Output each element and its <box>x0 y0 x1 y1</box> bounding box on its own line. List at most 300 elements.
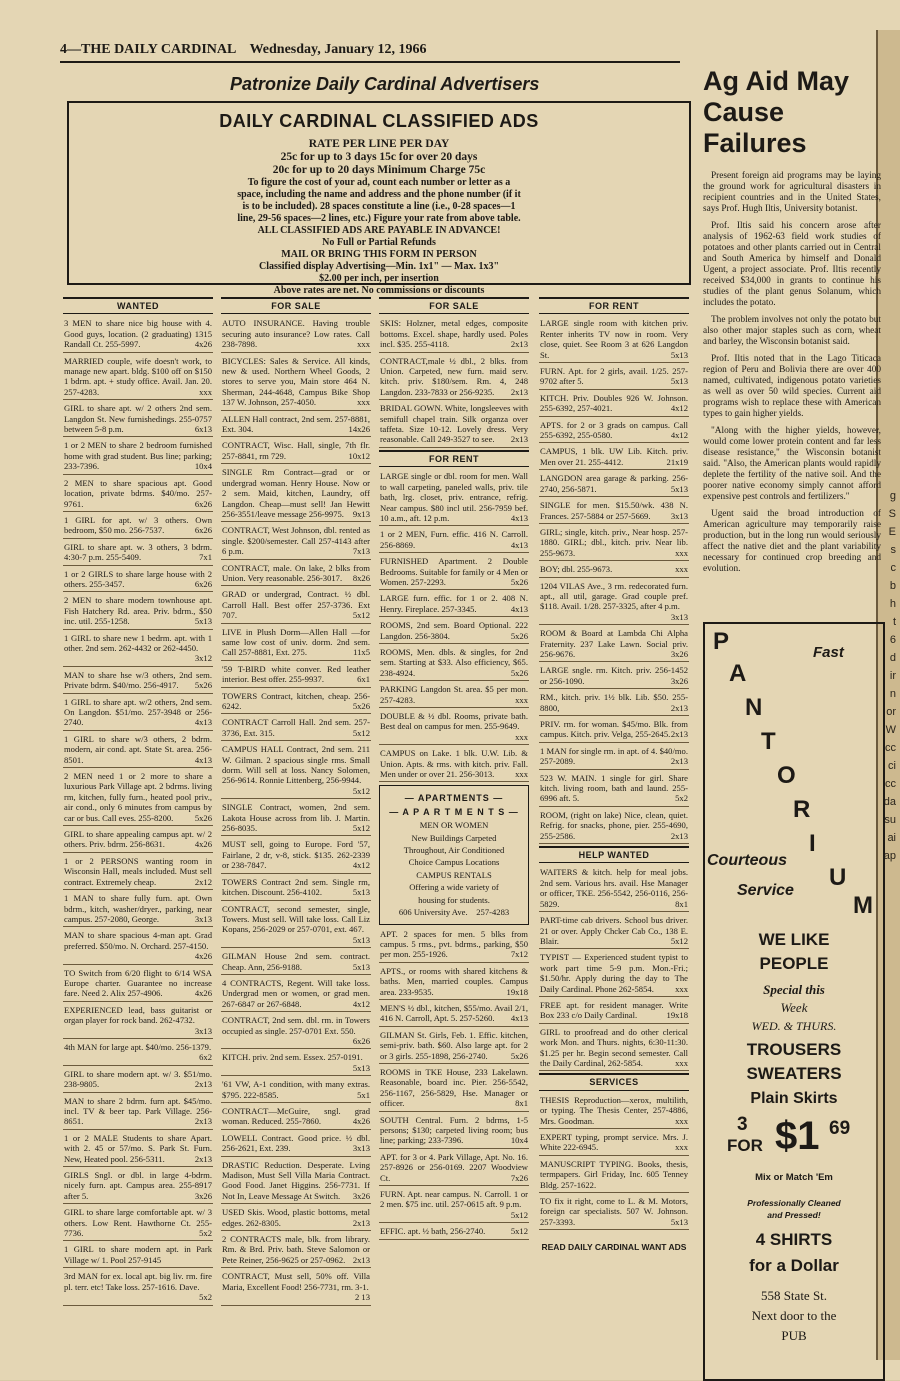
ad-code: xxx <box>515 731 528 742</box>
ad-text: 3 MEN to share nice big house with 4. Good guys, location. (2 graduating) 1315 Randall Ct. 255-5997. <box>64 318 212 350</box>
apt-box-address: 606 University Ave. <box>398 907 468 918</box>
classified-ad <box>379 402 529 448</box>
ad-text: GILMAN House 2nd sem. contract. Cheap. Ann, 256-9188. <box>222 951 370 972</box>
ad-code: xxx <box>357 397 370 408</box>
ad-code: 4x12 <box>352 998 370 1009</box>
pantorium-letter: T <box>761 728 776 755</box>
ad-code: 5x26 <box>510 667 528 678</box>
ad-text: 1204 VILAS Ave., 3 rm. redecorated furn. apt., all util, garage. Grad couple pref. $118. Avail. 1/28. 257-3325, after 4 p.m. <box>540 580 688 612</box>
ad-code: 10x12 <box>348 450 370 461</box>
ad-text: 1 or 2 GIRLS to share large house with 2 others. 255-3457. <box>64 568 212 589</box>
classified-ad <box>221 716 371 741</box>
classified-ad <box>539 365 689 390</box>
ad-code: 4x13 <box>510 1013 528 1024</box>
ad-text: APT. 2 spaces for men. 5 blks from campus. 5 rms., pvt. bdrms., parking, $50 per mon. 255-1926. <box>380 928 528 960</box>
gutter-fragment: g <box>889 490 896 502</box>
section-heading-for-rent-2: FOR RENT <box>539 297 689 314</box>
classified-ad <box>221 1051 371 1076</box>
classified-ad <box>539 745 689 770</box>
classified-ad <box>539 580 689 626</box>
ad-code: 5x2 <box>199 1228 212 1239</box>
for-sale-ads <box>221 317 371 1305</box>
page-header <box>60 42 680 63</box>
classified-ad <box>221 876 371 901</box>
ad-text: 2 MEN need 1 or 2 more to share a luxurious Park Village apt. 2 bdrms. living rm, kitchen, fully furn., heated pool priv., air cond., only 6 minutes from campus by car or bus. Call eves. 255-8200. <box>64 771 212 823</box>
ad-text: LOWELL Contract. Good price. ½ dbl. 256-2621, Ext. 239. <box>222 1132 370 1154</box>
classified-ad <box>539 1131 689 1156</box>
classified-ad <box>63 1169 213 1204</box>
classified-ad <box>379 928 529 963</box>
rates-line: 20c for up to 20 days Minimum Charge 75c <box>272 164 486 176</box>
ad-code: xxx <box>675 547 688 558</box>
gutter-fragment: s <box>890 544 896 556</box>
gutter-fragment: t <box>892 616 896 628</box>
classified-ad <box>539 445 689 470</box>
gutter-fragment: da <box>883 796 896 808</box>
gutter-fragment: S <box>888 508 896 520</box>
classified-ad <box>221 801 371 836</box>
ad-text: GIRL to share appealing campus apt. w/ 2 others. Priv. bdrm. 256-8631. <box>64 829 212 850</box>
ad-code: 3x13 <box>670 611 688 622</box>
ad-text: TYPIST — Experienced student typist to work part time 5-9 p.m. Mon.-Fri.; $1.50/hr. Apply during the day to The Daily Cardinal. Phone 262-5854. <box>540 952 688 994</box>
classified-ad <box>379 317 529 352</box>
classified-ad <box>63 892 213 927</box>
ad-code: xxx <box>675 564 688 575</box>
apt-box-title: — APARTMENTS — <box>404 793 504 804</box>
classified-ad <box>63 355 213 401</box>
ad-text: 4 CONTRACTS, Regent. Will take loss. Undergrad men or women, or grad men. 267-6847 or 267-6848. <box>222 977 370 1009</box>
pantorium-trousers: TROUSERS <box>746 1040 842 1059</box>
ad-text: '61 VW, A-1 condition, with many extras. $795. 222-8585. <box>222 1079 370 1100</box>
classified-ad <box>379 619 529 644</box>
ad-code: 3x13 <box>352 1143 370 1154</box>
classified-ad <box>63 317 213 352</box>
ad-code: 5x13 <box>670 1216 688 1227</box>
ad-text: FREE apt. for resident manager. Write Box 233 c/o Daily Cardinal. <box>540 999 688 1021</box>
ad-text: MAN to share hse w/3 others, 2nd sem. Private bdrm. $40/mo. 256-4917. <box>64 669 212 691</box>
ad-code: 14x26 <box>348 424 370 435</box>
ad-text: CONTRACT, 2nd sem. dbl. rm. in Towers occupied as single. 257-0701 Ext. 550. <box>222 1015 370 1036</box>
pantorium-people: PEOPLE <box>759 954 829 973</box>
ad-text: USED Skis. Wood, plastic bottoms, metal edges. 262-8305. <box>222 1207 370 1228</box>
classified-ad <box>221 439 371 464</box>
ad-code: 3x12 <box>194 653 212 664</box>
section-heading-for-sale: FOR SALE <box>221 297 371 314</box>
ad-text: 3rd MAN for ex. local apt. big liv. rm. fire pl. terr. etc! Take loss. 257-1616. Dave. <box>64 1271 212 1292</box>
ad-code: 6x26 <box>352 1035 370 1046</box>
classified-ad <box>379 592 529 617</box>
classified-ad <box>539 563 689 577</box>
pantorium-letter: U <box>829 864 847 891</box>
pantorium-prof: Professionally Cleaned <box>747 1198 841 1208</box>
classified-ad <box>221 1206 371 1231</box>
rates-line: is to be included). 28 spaces constitute a line (i.e., 0-28 spaces—1 <box>242 201 516 212</box>
section-heading-for-sale-2: FOR SALE <box>379 297 529 314</box>
pantorium-pressed: and Pressed! <box>767 1210 821 1220</box>
classified-ad <box>539 951 689 997</box>
column-wanted <box>63 297 213 1308</box>
ad-text: SINGLE Rm Contract—grad or or undergrad woman. Henry House. Now or 2 sem. Maid, kitchen, Laundry, off Langdon. Cheap—must sell! Jan Hewitt 256-3551/leave message 256-9975. <box>222 467 370 519</box>
ad-code: 5x26 <box>510 1050 528 1061</box>
ad-code: 5x2 <box>199 1292 212 1303</box>
classified-ad <box>539 772 689 807</box>
ad-text: KITCH. Priv. Doubles 926 W. Johnson. 255-6392, 257-4021. <box>540 392 688 414</box>
ad-code: 3x26 <box>670 648 688 659</box>
ad-code: 6x26 <box>194 578 212 589</box>
ad-text: CONTRACT, male. On lake, 2 blks from Union. Very reasonable. 256-3017. <box>222 562 370 583</box>
classified-ad <box>379 528 529 553</box>
pantorium-sweaters: SWEATERS <box>746 1064 842 1083</box>
ad-text: MAN to share spacious 4-man apt. Grad preferred. $50/mo. N. Orchard. 257-4150. <box>64 930 212 951</box>
rates-line: No Full or Partial Refunds <box>322 237 436 248</box>
ad-code: 8x1 <box>515 1098 528 1109</box>
ad-code: 4x13 <box>194 754 212 765</box>
gutter-fragment: d <box>889 652 896 664</box>
ad-code: 2x13 <box>670 729 688 740</box>
ad-text: CONTRACT, Wisc. Hall, single, 7th flr. 257-8841, rm 729. <box>222 440 370 461</box>
apt-box-line: housing for students. <box>418 894 490 905</box>
ad-code: 6x26 <box>194 525 212 536</box>
pantorium-letter: O <box>777 762 796 789</box>
classified-rates-box <box>67 101 691 296</box>
rates-title: DAILY CARDINAL CLASSIFIED ADS <box>219 111 539 131</box>
classified-ad <box>221 317 371 352</box>
apartments-display-ad <box>379 785 529 924</box>
rates-line: 25c for up to 3 days 15c for over 20 days <box>280 151 478 163</box>
classified-ad <box>63 1068 213 1093</box>
classified-ad <box>539 718 689 743</box>
ad-text: MUST sell, going to Europe. Ford '57, Fairlane, 2 dr, v-8, stick. $135. 262-2339 or 238-7847. <box>222 839 370 871</box>
gutter-fragment: E <box>888 526 896 538</box>
ad-text: GRAD or undergrad, Contract. ½ dbl. Carroll Hall. Best offer 257-3736. Ext 707. <box>222 589 370 621</box>
ad-code: xxx <box>675 1115 688 1126</box>
classified-ad <box>539 809 689 844</box>
pantorium-days: WED. & THURS. <box>751 1019 837 1033</box>
rates-line: ALL CLASSIFIED ADS ARE PAYABLE IN ADVANCE! <box>257 225 501 236</box>
ad-text: 2 CONTRACTS male, blk. from library. Rm. & Brd. Priv. bath. Steve Salomon or Pete Reiner, 256-9625 or 257-0962. <box>222 1234 370 1265</box>
classified-ad <box>539 419 689 444</box>
classified-ad <box>221 1078 371 1103</box>
read-want-ads: READ DAILY CARDINAL WANT ADS <box>541 1242 687 1253</box>
classified-ad <box>379 555 529 590</box>
ad-code: 4x12 <box>352 860 370 871</box>
ad-code: 3x13 <box>194 1025 212 1036</box>
gutter-fragment: W <box>885 724 896 736</box>
ad-code: 4x26 <box>194 339 212 350</box>
ad-code: 3x13 <box>670 510 688 521</box>
ad-code: xxx <box>515 769 528 780</box>
ad-text: GIRL to share modern apt. w/ 3. $51/mo. 238-9805. <box>64 1068 212 1090</box>
classified-ad <box>221 977 371 1012</box>
ad-code: 5x12 <box>510 1209 528 1220</box>
ad-code: 4x26 <box>352 1116 370 1127</box>
column-for-rent <box>539 297 689 1253</box>
rates-line: Above rates are net. No commissions or discounts <box>273 285 485 296</box>
ad-text: AUTO INSURANCE. Having trouble securing auto insurance? Low rates. Call 238-7898. <box>222 318 370 350</box>
rates-line: RATE PER LINE PER DAY <box>308 138 450 150</box>
classified-ad <box>221 524 371 559</box>
ad-code: 2x13 <box>194 1116 212 1127</box>
pantorium-letter: R <box>793 796 811 823</box>
for-rent-ads <box>379 470 529 782</box>
gutter-fragment: su <box>884 814 896 826</box>
ad-code: 5x2 <box>675 793 688 804</box>
ad-text: 1 MAN for single rm. in apt. of 4. $40/mo. 257-2089. <box>540 745 688 767</box>
classified-ad <box>539 1195 689 1230</box>
ad-text: CONTRACT, Must sell, 50% off. Villa Maria, Excellent Food! 256-7731, rm. 3-1. <box>222 1271 370 1292</box>
classified-ad <box>379 355 529 401</box>
classified-ad <box>63 929 213 964</box>
ad-code: 4x26 <box>194 951 212 962</box>
ad-text: FURN. Apt. for 2 girls, avail. 1/25. 257-9702 after 5. <box>540 366 688 387</box>
ad-code: 4x12 <box>670 430 688 441</box>
ad-text: CONTRACT Carroll Hall. 2nd sem. 257-3736, Ext. 315. <box>222 717 370 738</box>
ad-text: MANUSCRIPT TYPING. Books, thesis, termpapers. Girl Friday, Inc. 605 Tenney Bldg. 257-1622. <box>540 1158 688 1190</box>
pantorium-cents: 69 <box>829 1118 851 1139</box>
ad-code: 2x13 <box>352 1254 370 1265</box>
gutter-fragment: b <box>889 580 896 592</box>
ad-code: 2x12 <box>194 876 212 887</box>
ad-text: 1 or 2 MALE Students to share Apart. with 2. 45 or 57/mo. S. Park St. Furn. New, Heated pool. 256-5311. <box>64 1132 212 1164</box>
ad-text: MARRIED couple, wife doesn't work, to manage new apart. bldg. $100 off on $150 1 bdrm. apt. + study office. Avail. Jan. 20. 257-4283. <box>64 355 212 397</box>
pantorium-week: Week <box>780 1000 808 1015</box>
classified-ad <box>379 1066 529 1112</box>
ad-text: LIVE in Plush Dorm—Allen Hall —for same low cost of univ. dorm. 2nd sem. Call 257-8881, Ext. 275. <box>222 626 370 658</box>
ad-code: 5x26 <box>352 701 370 711</box>
classified-ad <box>539 627 689 662</box>
ad-code: xxx <box>515 694 528 705</box>
ad-text: 1 GIRL to share modern apt. in Park Village w/ 1. Pool 257-9145 <box>64 1244 212 1265</box>
ad-code: 6x1 <box>357 674 370 685</box>
ad-text: BRIDAL GOWN. White, longsleeves with semifull chapel train. Silk organza over taffeta. Size 10-12. Lovely dress. Very reasonable. Call 249-3527 to see. <box>380 403 528 445</box>
classified-ad <box>63 669 213 694</box>
pantorium-mix: Mix or Match 'Em <box>755 1172 833 1183</box>
classified-ad <box>539 664 689 689</box>
gutter-fragment: ci <box>888 760 896 772</box>
apt-box-line: Choice Campus Locations <box>408 857 500 868</box>
ad-text: FURNISHED Apartment. 2 Double Bedrooms. Suitable for family or 4 Men or Women. 257-2293. <box>380 556 528 587</box>
classified-ad <box>221 1105 371 1130</box>
ad-text: SOUTH Central. Furn. 2 bdrms, 1-5 persons; $130; carpeted living room; bus line; parking; 233-7396. <box>380 1114 528 1146</box>
for-rent-ads-3 <box>539 317 689 844</box>
ad-text: BICYCLES: Sales & Service. All kinds, new & used. Northern Wheel Goods, 2 stores to serve you, Main store 464 N. Sherman, 244-4648, Campus Bike Shop 137 W. Johnson, 257-4050. <box>222 355 370 408</box>
ad-code: 5x12 <box>352 610 370 621</box>
classified-ad <box>539 526 689 561</box>
ad-text: PART-time cab drivers. School bus driver. 21 or over. Apply Chcker Cab Co., 138 E. Blair. <box>540 915 688 946</box>
ad-text: LARGE sngle. rm. Kitch. priv. 256-1452 or 256-1090. <box>540 665 688 686</box>
article-paragraph: The problem involves not only the potato but also other major staples such as corn, wheat and barley, the Wisconsin botanist said. <box>703 315 881 347</box>
ad-text: 1 GIRL to share new 1 bedrm. apt. with 1 other. 2nd sem. 262-4432 or 262-4450. <box>64 632 212 653</box>
gutter-fragment: cc <box>885 742 896 754</box>
classified-ad <box>63 402 213 437</box>
classified-ad <box>63 1041 213 1066</box>
ad-code: 4x13 <box>510 539 528 550</box>
classified-ad <box>221 466 371 522</box>
ad-text: GIRL to share apt. w/ 2 others 2nd sem. Langdon St. New furnishedings. 255-0757 between 5-8 p.m. <box>64 403 212 435</box>
ad-code: 3x13 <box>194 913 212 924</box>
classified-ad <box>221 663 371 688</box>
pantorium-next: Next door to the <box>751 1308 837 1323</box>
classified-ad <box>63 594 213 629</box>
ad-text: 523 W. MAIN. 1 single for girl. Share kitch. living room, bath and laund. 255-6996 aft. 5. <box>540 772 688 804</box>
ad-code: 8x26 <box>352 572 370 583</box>
apt-box-sub: — A P A R T M E N T S — <box>389 806 519 817</box>
classified-ad <box>221 355 371 411</box>
ad-text: 4th MAN for large apt. $40/mo. 256-1379. <box>64 1041 212 1052</box>
ad-code: 5x26 <box>194 812 212 823</box>
classified-ad <box>63 541 213 566</box>
pantorium-we-like: WE LIKE <box>758 930 830 949</box>
article-paragraph: "Along with the higher yields, however, would come lower protein content and far less disease resistance," the Wisconsin botanist said. "Also, the American plants would rapidly deplete the fertility of the native soil. And the poorer native economy simply cannot afford expensive pest controls and fertilizers." <box>703 426 881 502</box>
help-wanted-ads <box>539 866 689 1071</box>
ad-text: CAMPUS on Lake. 1 blk. U.W. Lib. & Union. Apts. & rms. with kitch. priv. Fall. Men under or over 21. 256-3013. <box>380 748 528 780</box>
pantorium-letter: A <box>729 660 747 687</box>
ad-code: 2x13 <box>510 339 528 350</box>
classified-ad <box>63 1206 213 1241</box>
rates-lines <box>69 138 689 297</box>
ad-text: APTS., or rooms with shared kitchens & baths. Men, married couples. Campus area. 233-9535. <box>380 965 528 997</box>
classified-ad <box>539 1158 689 1193</box>
pantorium-letter: P <box>713 628 730 655</box>
article-paragraph: Prof. Iltis said his concern arose after analysis of 1962-63 field work studies of potatoes and other plants carried out in Central and South America by himself and Donald Ugent, a project associate. Prof. Iltis recently received $34,000 in grants to continue his studies of the plant genus Solanum, which includes the potato. <box>703 221 881 308</box>
ad-code: 5x12 <box>510 1226 528 1237</box>
apt-box-contact <box>384 907 524 917</box>
services-ads <box>539 1094 689 1230</box>
ad-code: 5x12 <box>352 727 370 738</box>
ad-code: 5x26 <box>194 680 212 691</box>
pantorium-ad <box>703 622 885 1381</box>
classified-ad <box>63 1004 213 1039</box>
article-paragraph: Ugent said the broad introduction of American agriculture may temporarily raise production, but in the long run would seriously affect the native diet and the plant variability necessary for continued crop breeding and evolution. <box>703 509 881 574</box>
ad-text: CONTRACT—McGuire, sngl. grad woman. Reduced. 255-7860. <box>222 1106 370 1127</box>
rates-line: space, including the name and address and the phone number (if it <box>237 189 521 200</box>
ad-text: SKIS: Holzner, metal edges, composite bottoms. Excel. shape, hardly used. Poles incl. $35. 255-4118. <box>380 318 528 350</box>
ad-code: 8x1 <box>675 898 688 909</box>
classified-ad <box>539 472 689 497</box>
ad-text: 1 or 2 MEN, Furn. effic. 416 N. Carroll. 256-8869. <box>380 529 528 550</box>
ad-code: 6x26 <box>194 498 212 509</box>
classified-ad <box>63 1095 213 1130</box>
ad-code: 5x26 <box>510 630 528 641</box>
ad-code: 2x13 <box>670 830 688 841</box>
classified-ad <box>539 1094 689 1129</box>
rates-line: Classified display Advertising—Min. 1x1" — Max. 1x3" <box>258 261 499 272</box>
ad-code: 10x4 <box>194 461 212 472</box>
classified-ad <box>221 1233 371 1268</box>
ad-text: '59 T-BIRD white conver. Red leather interior. Best offer. 255-9937. <box>222 663 370 685</box>
ad-code: 3x26 <box>194 1190 212 1201</box>
page-masthead: 4—THE DAILY CARDINAL <box>60 42 237 57</box>
classified-ad <box>539 914 689 949</box>
classified-ad <box>539 691 689 716</box>
ad-code: 4x13 <box>510 512 528 523</box>
ad-code: 5x26 <box>510 576 528 587</box>
classified-ad <box>221 1014 371 1049</box>
ad-text: ROOM, (right on lake) Nice, clean, quiet. Refrig. for snacks, phone, pier. 255-4690, 255-2586. <box>540 809 688 841</box>
pantorium-skirts: Plain Skirts <box>750 1090 838 1107</box>
classified-ad <box>379 683 529 708</box>
ad-text: ROOMS in TKE House, 233 Lakelawn. Reasonable, board inc. Pier. 256-5542, 256-1167, 256-5829, Hse. Manager or officer. <box>380 1066 528 1109</box>
for-rent-ads-2 <box>379 928 529 1240</box>
classified-ad <box>221 743 371 799</box>
ad-text: WAITERS & kitch. help for meal jobs. 2nd sem. Various hrs. avail. Hse Manager or officer, TKE. 256-5542, 256-0116, 256-5829. <box>540 867 688 909</box>
ad-code: 9x13 <box>352 508 370 519</box>
ad-text: 1 or 2 MEN to share 2 bedroom furnished home with grad student. Bus line; parking; 233-7396. <box>64 440 212 472</box>
classified-ad <box>221 903 371 949</box>
ad-text: THESIS Reproduction—xerox, multilith, or typing. The Thesis Center, 257-4886, Mrs. Goodman. <box>540 1094 688 1126</box>
gutter-fragment: ai <box>887 832 896 844</box>
apt-box-line: Throughout, Air Conditioned <box>403 845 505 856</box>
apt-box-phone: 257-4283 <box>476 907 510 918</box>
classified-ad <box>539 392 689 417</box>
ad-code: xxx <box>675 1142 688 1153</box>
ad-text: GIRLS Sngl. or dbl. in large 4-bdrm. nicely furn. apt. Campus area. 255-8917 after 5. <box>64 1170 212 1201</box>
ad-code: 5x12 <box>352 785 370 796</box>
ad-text: FURN. Apt. near campus. N. Carroll. 1 or 2 men. $75 inc. util. 257-0615 aft. 9 p.m. <box>380 1189 528 1210</box>
ad-text: ROOMS, Men. dbls. & singles, for 2nd sem. Starting at $33. Also efficiency, $65. 238-4924. <box>380 646 528 678</box>
classified-ad <box>379 1225 529 1239</box>
article-column <box>703 66 881 581</box>
ad-text: GIRL; single, kitch. priv., Near hosp. 257-1880. GIRL; dbl., kitch. priv. Near lib. 255-9673. <box>540 526 688 558</box>
ad-text: ROOM & Board at Lambda Chi Alpha Fraternity. 237 Lake Lawn. Social priv. 256-9676. <box>540 628 688 659</box>
ad-text: GIRL to share apt. w. 3 others, 3 bdrm. 4:30-7 p.m. 255-5409. <box>64 541 212 563</box>
gutter-fragment: cc <box>885 778 896 790</box>
classified-ad <box>221 950 371 975</box>
ad-code: 4x13 <box>194 717 212 728</box>
gutter-fragment: n <box>889 688 896 700</box>
ad-text: TO fix it right, come to L. & M. Motors, foreign car specialists. 507 W. Johnson. 257-3393. <box>540 1196 688 1227</box>
ad-text: ALLEN Hall contract, 2nd sem. 257-8881, Ext. 304. <box>222 413 370 435</box>
rates-line: MAIL OR BRING THIS FORM IN PERSON <box>281 249 477 260</box>
apt-box-lines <box>384 820 524 905</box>
ad-code: 2x13 <box>352 1217 370 1228</box>
ad-text: MEN'S ½ dbl., kitchen, $55/mo. Avail 2/1, 416 N. Carroll, Apt. 5. 257-5260. <box>380 1002 528 1024</box>
classified-ad <box>63 828 213 853</box>
classified-ad <box>379 1151 529 1186</box>
ad-text: MAN to share 2 bdrm. furn apt. $45/mo. incl. TV & beer tap. Park Village. 256-8651. <box>64 1095 212 1127</box>
ad-text: ROOMS, 2nd sem. Board Optional. 222 Langdon. 256-3804. <box>380 620 528 641</box>
ad-text: 1 GIRL to share w/3 others, 2 bdrm. modern, air cond. apt. State St. area. 256-8501. <box>64 733 212 765</box>
ad-text: 1 MAN to share fully furn. apt. Own bdrm., kitch, washer/dryer., parking, near campus. 257-2080, George. <box>64 893 212 924</box>
pantorium-shirts: 4 SHIRTS <box>755 1230 833 1249</box>
ad-code: 6x2 <box>199 1052 212 1063</box>
ad-text: PRIV. rm. for woman. $45/mo. Blk. from campus. Kitch. priv. Velga, 255-2645. <box>540 719 688 740</box>
patronize-banner: Patronize Daily Cardinal Advertisers <box>230 74 540 94</box>
pantorium-dollar: for a Dollar <box>749 1256 839 1275</box>
ad-code: 4x26 <box>194 988 212 999</box>
classified-ad <box>539 317 689 363</box>
apt-box-line: Offering a wide variety of <box>409 882 499 893</box>
ad-code: 2x13 <box>194 1079 212 1090</box>
classified-ad <box>63 477 213 512</box>
ad-text: CONTRACT, West Johnson, dbl. rented as single. $200/semester. Call 257-4143 after 6 p.m. <box>222 525 370 557</box>
ad-code: 6x13 <box>194 424 212 435</box>
apt-box-line: New Buildings Carpeted <box>411 832 497 843</box>
page-date: Wednesday, January 12, 1966 <box>249 42 427 57</box>
ad-text: DOUBLE & ½ dbl. Rooms, private bath. Best deal on campus for men. 255-9649. <box>380 711 528 732</box>
ad-text: APTS. for 2 or 3 grads on campus. Call 255-6392, 255-0580. <box>540 419 688 441</box>
classified-ad <box>221 562 371 587</box>
pantorium-letter: M <box>853 892 873 919</box>
ad-text: EFFIC. apt. ½ bath, 256-2740. <box>380 1226 486 1237</box>
ad-text: BOY; dbl. 255-9673. <box>540 564 613 575</box>
ad-code: 5x13 <box>194 616 212 627</box>
ad-code: xxx <box>675 1057 688 1068</box>
article-paragraph: Prof. Iltis noted that in the Lago Titicaca region of Peru and Bolivia there are over 400 named, cultivated, indigenous potato varieties as well as over 50 wild species. Current aid programs wish to replace these with American types to gain higher yields. <box>703 354 881 419</box>
ad-text: LARGE furn. effic. for 1 or 2. 408 N. Henry. Fireplace. 257-3345. <box>380 593 528 614</box>
ad-code: 5x13 <box>352 1062 370 1073</box>
ad-code: 5x13 <box>352 934 370 945</box>
